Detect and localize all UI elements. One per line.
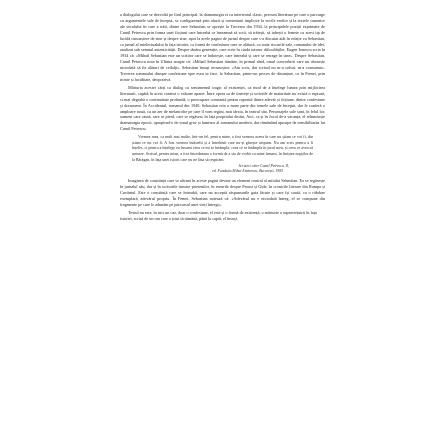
body-paragraph-4: Textul nu este, în nici un caz, doar o confesiune, el este și o formă de existență, o mărturie a supraviețuirii în fața istoriei, scrisă de un om care a știut să rămână, până la capăt, el însuși. xyxy=(120,209,317,221)
quote-attribution-publisher: ed. Fundația Mihai Eminescu, București, 1985 xyxy=(212,169,283,174)
quote-attribution-source: Scrisori către Camil Petrescu, II, xyxy=(238,164,289,169)
body-paragraph-3: Imaginea de conștiință care se afirmă în aceste pagini devine un element central al mitului Sebastian. Ea se regăsește în jurnalul său, dar și în scrisorile trimise prietenilor, în eseurile despre Proust și Gide, în cronicile literare din Rampa și Cuvântul. Este o conștiință care se întreabă, care nu acceptă răspunsurile gata făcute și care își caută, cu o răbdare exemplară, adevărul propriu. În Femei, Sebastian notează că: «Adevărul nu e niciodată întreg, el se compune din fragmente pe care le adunăm pe parcursul unei vieți întregi». xyxy=(120,178,325,207)
block-quote: Vremea mea, ca mult mai multe, într-un fel, pentru mine, a fost vremea aceea în care nu știam ce voi fi, dar știam ce nu voi fi. A fost vremea îndoielii și a întrebării care nu-și găsește răspuns. Nu am scris pentru a fi înțeles, ci pentru a înțelege eu însumi ceea ce mi se întâmpla, ceea ce se întâmpla în jurul meu, și ceea ce avea să urmeze. Scrisul, pentru mine, a fost întotdeauna o formă de a sta de vorbă cu mine însumi, în liniștea nopților de la Bărăgan, în fața unei istorii care nu ne lăsa să respirăm. xyxy=(132,134,313,162)
body-paragraph-2: Mărturia acestei cărți ca dialog cu sentimentul tragic al existenței, ca mod de a înțelege lumea prin mijlocirea literaturii, capătă în acest context o valoare aparte. Între opera sa de tinerețe și scrierile de maturitate nu există o ruptură, ci mai degrabă o continuitate profundă, o preocupare constantă pentru raportul dintre adevăr și ficțiune, dintre confesiune și document. În Accidentul, romanul din 1940, Sebastian reia o mare parte din temele sale de început, dar le conferă o amploare nouă, cu un aer de melancolie pe care îl vom regăsi, mai târziu, în teatrul său. Personajele sale sunt, în felul lor, oameni care caută, care se pierd, care se regăsesc în fața propriului destin. Aici, ca și în Jocul de-a vacanța, el reînnoiește dramaturgia epocii, apropiind-o de tonul grav și luminos al romanului modern, dar rămânând aproape de sensibilitatea lui Camil Petrescu. xyxy=(120,84,325,132)
text-column xyxy=(120,12,325,221)
body-paragraph-1: a dialogului care se dezvoltă pe firul principal, la dramaturgia ei cu intertextul clasic, precum literatura pe care o parcurge cu argumentele sale de început, se configurează prin aluzii și comentarii implicite la vocile eroilor și la textele canonice ale secolului în care a trăit, dintre care Sebastian se oprește la Trecerea din 1934, la principalele poziții exprimate de Camil Petrescu prin forma unei ficțiuni care întreabă ce înseamnă să scrii, să trăiești, să iubești o femeie cu acest tip de lucidă cunoaștere de sine și despre sine; apoi la acele pagini de jurnal despre care s-a discutat atât în relație cu Sebastian, ca jurnal al intelectualului în fața istoriei, ca formă de confesiune care se alătură, cu toate riscurile sale, romanului de idei, analizat sub semnul autenticității. Despre tânăra generație, care scrie în ciuda tuturor dificultăților, Eugen Ionescu scria în 1934 că: «Mihail Sebastian este un scriitor care se îndoiește, care întreabă și care se retrage în sine». Despre Sebastian, Camil Petrescu nota în Ultima noapte că: «Mihail Sebastian rămâne, în primul rând, omul convorbirii care nu obosește niciodată să fie alături de ceilalți». Sebastian însuși recunoștea: «Am scris, dar scrisul nu m-a salvat, m-a consumat». Trecerea romanului dinspre confesiune spre eseu se face, la Sebastian, printr-un proces de distanțare, ca în Femei, prin ironie și luciditate, deopotrivă. xyxy=(120,12,325,82)
